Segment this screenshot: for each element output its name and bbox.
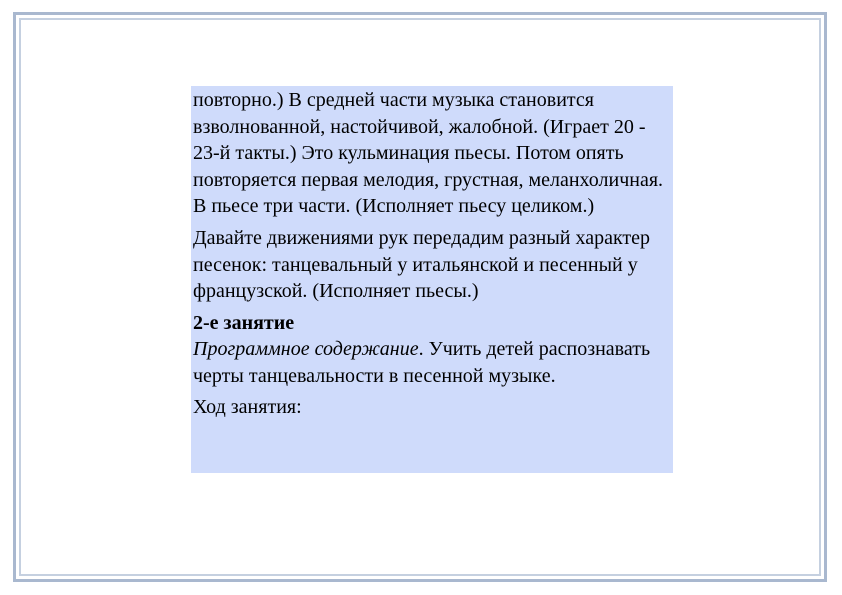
- lesson-course-label: Ход занятия:: [193, 395, 302, 418]
- program-content-paragraph: [193, 336, 671, 389]
- paragraph-music-description: повторно.) В средней части музыка становится взволнованной, настойчивой, жалобной. (Играет 20 - 23-й такты.) Это кульминация пьесы. Потом опять повторяется первая мелодия, грустная, меланхоличная. В пьесе три части. (Исполняет пьесу целиком.): [193, 89, 664, 218]
- highlighted-text-block: [191, 86, 673, 473]
- paragraph-hand-movements: Давайте движениями рук передадим разный характер песенок: танцевальный у итальянской и песенный у французской. (Исполняет пьесы.): [193, 226, 651, 303]
- program-content-text: . Учить детей распознавать черты танцевальности в песенной музыке.: [193, 338, 651, 387]
- lesson-heading: 2-е занятие: [193, 311, 295, 334]
- program-content-label: Программное содержание: [193, 338, 419, 361]
